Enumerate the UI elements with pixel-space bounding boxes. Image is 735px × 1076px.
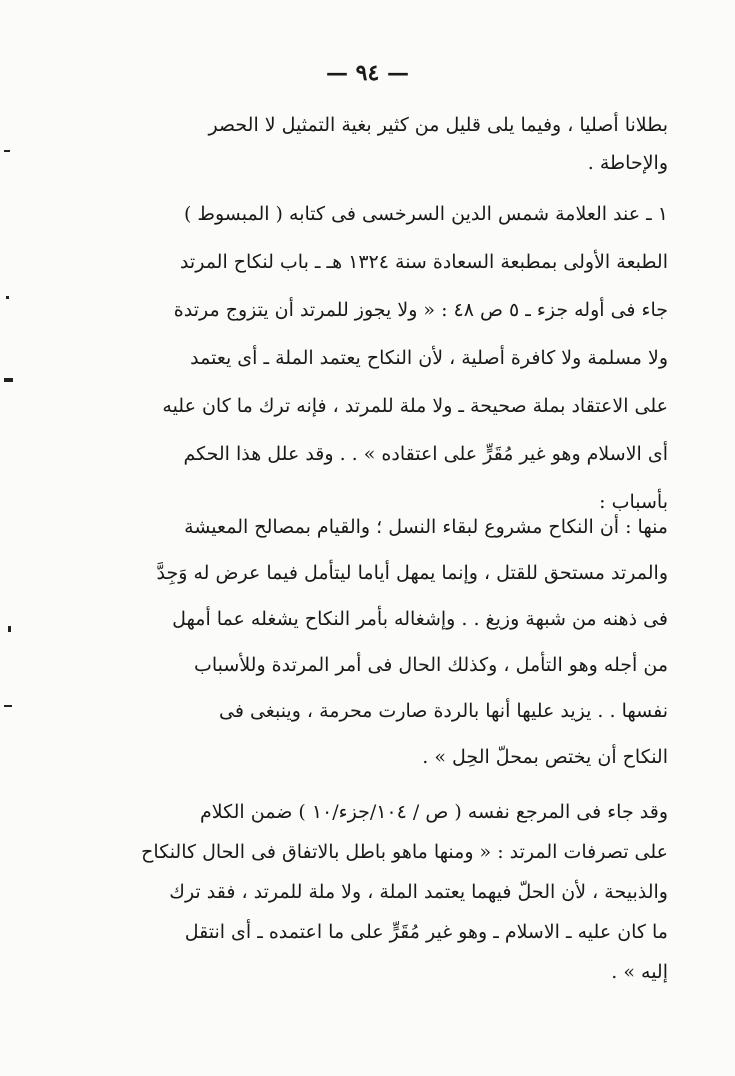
text-line: من أجله وهو التأمل ، وكذلك الحال فى أمر المرتدة وللأسباب <box>194 654 668 676</box>
text-line: نفسها . . يزيد عليها أنها بالردة صارت محرمة ، وينبغى فى <box>219 700 668 722</box>
text-line: النكاح أن يختص بمحلّ الحِل » . <box>422 746 668 768</box>
scan-edge-mark <box>4 378 13 382</box>
text-line: بطلانا أصليا ، وفيما يلى قليل من كثير بغية التمثيل لا الحصر <box>208 114 668 136</box>
text-line: على الاعتقاد بملة صحيحة ـ ولا ملة للمرتد ، فإنه ترك ما كان عليه <box>162 395 668 417</box>
scan-edge-mark <box>4 150 10 152</box>
page-number: — ٩٤ — <box>326 60 409 86</box>
text-line: جاء فى أوله جزء ـ ٥ ص ٤٨ : « ولا يجوز للمرتد أن يتزوج مرتدة <box>173 299 668 321</box>
text-line: ولا مسلمة ولا كافرة أصلية ، لأن النكاح يعتمد الملة ـ أى يعتمد <box>190 347 668 369</box>
text-line: بأسباب : <box>599 491 668 513</box>
text-line: ما كان عليه ـ الاسلام ـ وهو غير مُقَرٍّ على ما اعتمده ـ أى انتقل <box>184 921 668 943</box>
text-line: فى ذهنه من شبهة وزيغ . . وإشغاله بأمر النكاح يشغله عما أمهل <box>172 608 668 630</box>
text-line: أى الاسلام وهو غير مُقَرٍّ على اعتقاده » . . وقد علل هذا الحكم <box>183 443 668 465</box>
paragraph-4 <box>128 792 668 992</box>
scan-edge-mark <box>8 626 11 632</box>
paragraph-1 <box>128 106 668 182</box>
text-line: ١ ـ عند العلامة شمس الدين السرخسى فى كتابه ( المبسوط ) <box>183 203 668 225</box>
scan-edge-mark <box>6 296 9 299</box>
text-line: منها : أن النكاح مشروع لبقاء النسل ؛ والقيام بمصالح المعيشة <box>184 516 668 538</box>
paragraph-2 <box>128 190 668 526</box>
paragraph-3 <box>128 504 668 780</box>
text-line: وقد جاء فى المرجع نفسه ( ص / ١٠٤/جزء/١٠ ) ضمن الكلام <box>200 801 668 823</box>
text-line: على تصرفات المرتد : « ومنها ماهو باطل بالاتفاق فى الحال كالنكاح <box>141 841 668 863</box>
text-line: والذبيحة ، لأن الحلّ فيهما يعتمد الملة ، ولا ملة للمرتد ، فقد ترك <box>169 881 668 903</box>
scan-edge-mark <box>4 705 12 707</box>
text-line: والمرتد مستحق للقتل ، وإنما يمهل أياما ليتأمل فيما عرض له وَجِدَّ <box>156 562 668 584</box>
text-line: والإحاطة . <box>587 152 668 174</box>
text-line: الطبعة الأولى بمطبعة السعادة سنة ١٣٢٤ هـ ـ باب لنكاح المرتد <box>179 251 668 273</box>
text-line: إليه » . <box>611 961 668 983</box>
